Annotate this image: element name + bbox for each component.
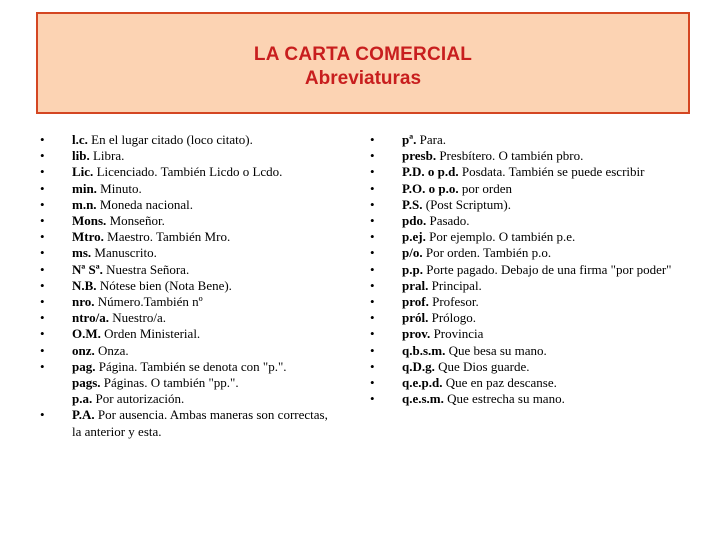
bullet-icon: • <box>40 342 45 358</box>
bullet-icon: • <box>40 261 45 277</box>
list-item <box>370 148 700 164</box>
abbreviation-meaning: Nótese bien (Nota Bene). <box>96 277 232 293</box>
page-title: LA CARTA COMERCIAL <box>253 44 473 65</box>
abbreviation-meaning: por orden <box>458 180 513 196</box>
abbreviation: Lic. <box>72 164 94 180</box>
abbreviation-meaning: Página. También se denota con "p.". <box>95 358 287 374</box>
abbreviation-meaning: Páginas. O también "pp.". <box>100 375 239 391</box>
abbreviation-meaning: Orden Ministerial. <box>100 326 201 342</box>
bullet-icon: • <box>40 196 45 212</box>
list-item <box>370 181 700 197</box>
list-item <box>40 407 340 439</box>
list-item <box>370 197 700 213</box>
abbreviation: min. <box>72 180 97 196</box>
list-item <box>370 229 700 245</box>
bullet-icon: • <box>40 213 45 229</box>
right-abbreviation-list <box>370 132 700 407</box>
list-item <box>40 164 340 180</box>
list-item <box>370 245 700 261</box>
bullet-icon: • <box>370 277 375 293</box>
bullet-icon: • <box>370 148 375 164</box>
abbreviation: prof. <box>402 294 429 310</box>
abbreviation-meaning: Por orden. También p.o. <box>422 245 552 261</box>
list-item <box>370 391 700 407</box>
list-item <box>40 245 340 261</box>
bullet-icon: • <box>40 164 45 180</box>
bullet-icon: • <box>40 245 45 261</box>
list-item <box>40 310 340 326</box>
abbreviation: Nª Sª. <box>72 261 103 277</box>
abbreviation: P.D. o p.d. <box>402 164 459 180</box>
abbreviation-meaning: Maestro. También Mro. <box>103 229 231 245</box>
list-item <box>370 359 700 375</box>
abbreviation: q.e.s.m. <box>402 391 444 407</box>
bullet-icon: • <box>40 310 45 326</box>
list-item <box>370 262 700 278</box>
bullet-icon: • <box>370 180 375 196</box>
list-item <box>370 310 700 326</box>
list-item <box>370 164 700 180</box>
bullet-icon: • <box>370 164 375 180</box>
bullet-icon: • <box>370 196 375 212</box>
abbreviation-meaning: Por ausencia. Ambas maneras son correctas, la anterior y esta. <box>72 407 328 439</box>
abbreviation: pral. <box>402 277 429 293</box>
list-item <box>40 229 340 245</box>
abbreviation-meaning: Porte pagado. Debajo de una firma "por poder" <box>422 261 672 277</box>
abbreviation: p.a. <box>72 391 93 407</box>
abbreviation: p/o. <box>402 245 423 261</box>
abbreviation: ms. <box>72 245 92 261</box>
abbreviation: P.S. <box>402 196 423 212</box>
bullet-icon: • <box>370 213 375 229</box>
list-item <box>40 148 340 164</box>
list-item <box>40 132 340 148</box>
list-item <box>370 326 700 342</box>
abbreviation: pdo. <box>402 213 427 229</box>
abbreviation: pags. <box>72 375 101 391</box>
abbreviation-meaning: Monseñor. <box>106 213 165 229</box>
abbreviation-meaning: Pasado. <box>426 213 470 229</box>
bullet-icon: • <box>370 358 375 374</box>
abbreviation-meaning: Posdata. También se puede escribir <box>458 164 645 180</box>
abbreviation-meaning: Moneda nacional. <box>96 196 193 212</box>
abbreviation: l.c. <box>72 132 88 147</box>
bullet-icon: • <box>370 375 375 391</box>
bullet-icon: • <box>40 132 45 147</box>
list-item <box>370 343 700 359</box>
abbreviation-meaning: Que estrecha su mano. <box>443 391 565 407</box>
abbreviation: presb. <box>402 148 437 164</box>
list-item <box>370 278 700 294</box>
abbreviation-meaning: Número.También nº <box>94 294 203 310</box>
list-item <box>40 262 340 278</box>
abbreviation-meaning: Profesor. <box>428 294 479 310</box>
bullet-icon: • <box>370 326 375 342</box>
abbreviation-meaning: (Post Scriptum). <box>422 196 511 212</box>
abbreviation-meaning: Prólogo. <box>428 310 477 326</box>
list-item <box>40 326 340 342</box>
abbreviation-meaning: Por ejemplo. O también p.e. <box>425 229 576 245</box>
abbreviation: nro. <box>72 294 95 310</box>
list-item <box>40 213 340 229</box>
abbreviation: O.M. <box>72 326 101 342</box>
abbreviation-meaning: Manuscrito. <box>91 245 157 261</box>
abbreviation: Mtro. <box>72 229 104 245</box>
abbreviation: N.B. <box>72 277 97 293</box>
abbreviation: pª. <box>402 132 417 147</box>
bullet-icon: • <box>370 342 375 358</box>
abbreviation-meaning: Minuto. <box>96 180 142 196</box>
list-item <box>370 294 700 310</box>
bullet-icon: • <box>370 310 375 326</box>
list-item <box>40 343 340 359</box>
abbreviation-meaning: Por autorización. <box>92 391 185 407</box>
bullet-icon: • <box>40 180 45 196</box>
bullet-icon: • <box>40 326 45 342</box>
list-item <box>370 375 700 391</box>
bullet-icon: • <box>370 261 375 277</box>
bullet-icon: • <box>40 294 45 310</box>
bullet-icon: • <box>370 229 375 245</box>
abbreviation: q.e.p.d. <box>402 375 443 391</box>
abbreviation: ntro/a. <box>72 310 109 326</box>
bullet-icon: • <box>40 358 45 374</box>
abbreviation: p.p. <box>402 261 423 277</box>
bullet-icon: • <box>370 132 375 147</box>
bullet-icon: • <box>40 277 45 293</box>
abbreviation-meaning: Principal. <box>428 277 482 293</box>
abbreviation: P.A. <box>72 407 95 423</box>
abbreviation-meaning: Que en paz descanse. <box>442 375 557 391</box>
abbreviation-meaning: Que Dios guarde. <box>434 358 530 374</box>
abbreviation: m.n. <box>72 196 97 212</box>
abbreviation-meaning: Onza. <box>94 342 129 358</box>
abbreviation: P.O. o p.o. <box>402 180 459 196</box>
abbreviation-meaning: En el lugar citado (loco citato). <box>87 132 253 147</box>
abbreviation: lib. <box>72 148 90 164</box>
abbreviation: onz. <box>72 342 95 358</box>
list-item <box>40 197 340 213</box>
list-item <box>40 278 340 294</box>
abbreviation: pag. <box>72 358 96 374</box>
abbreviation-meaning: Que besa su mano. <box>445 342 547 358</box>
title-box <box>36 12 690 114</box>
abbreviation-meaning: Provincia <box>430 326 484 342</box>
page-subtitle: Abreviaturas <box>304 68 422 89</box>
list-item <box>370 132 700 148</box>
abbreviation: Mons. <box>72 213 107 229</box>
abbreviation: q.b.s.m. <box>402 342 446 358</box>
list-item <box>40 181 340 197</box>
list-item <box>40 359 340 408</box>
abbreviation: pról. <box>402 310 429 326</box>
bullet-icon: • <box>40 407 45 423</box>
bullet-icon: • <box>370 245 375 261</box>
abbreviation: q.D.g. <box>402 358 435 374</box>
abbreviation: p.ej. <box>402 229 426 245</box>
bullet-icon: • <box>370 294 375 310</box>
list-item <box>40 294 340 310</box>
abbreviation-meaning: Libra. <box>89 148 125 164</box>
bullet-icon: • <box>370 391 375 407</box>
abbreviation-meaning: Nuestro/a. <box>108 310 167 326</box>
abbreviation: prov. <box>402 326 431 342</box>
abbreviation-meaning: Nuestra Señora. <box>102 261 190 277</box>
bullet-icon: • <box>40 148 45 164</box>
abbreviation-meaning: Presbítero. O también pbro. <box>436 148 584 164</box>
left-abbreviation-list <box>40 132 340 440</box>
abbreviation-meaning: Para. <box>416 132 446 147</box>
list-item <box>370 213 700 229</box>
abbreviation-meaning: Licenciado. También Licdo o Lcdo. <box>93 164 283 180</box>
bullet-icon: • <box>40 229 45 245</box>
